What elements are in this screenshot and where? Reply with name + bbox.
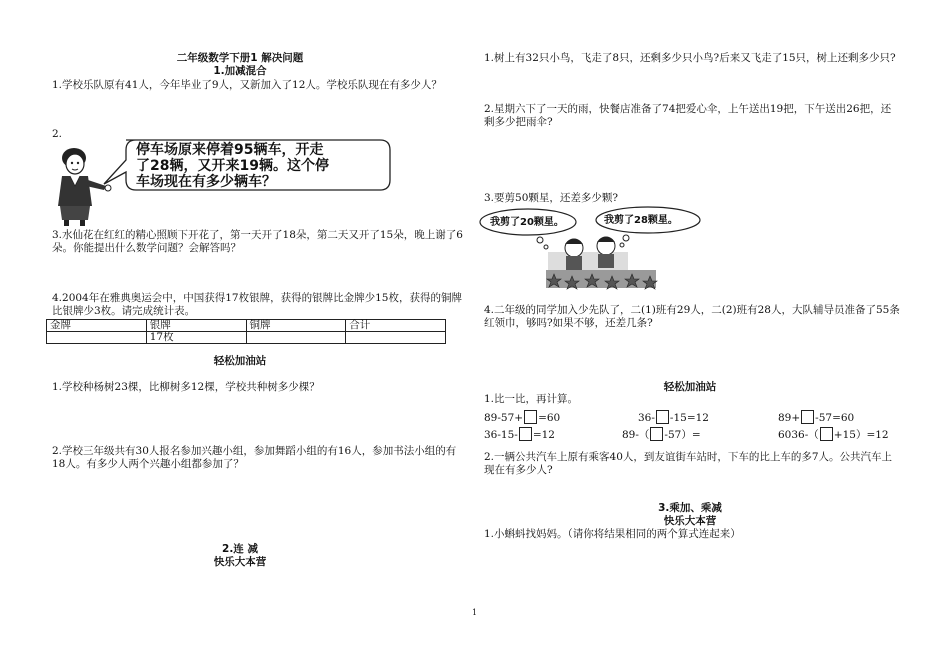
right-question-2: 2.星期六下了一天的雨，快餐店准备了74把爱心伞，上午送出19把，下午送出26把，还剩多少把雨伞? (484, 103, 892, 128)
right-question-3: 3.要剪50颗星，还差多少颗? (484, 192, 619, 204)
answer-box[interactable] (524, 410, 537, 424)
left-station-question-2: 2.学校三年级共有30人报名参加兴趣小组，参加舞蹈小组的有16人，参加书法小组的有18人。有多少人两个兴趣小组都参加了？ (52, 445, 457, 470)
answer-box[interactable] (801, 410, 814, 424)
table-cell-total[interactable] (346, 332, 446, 344)
left-station-question-1: 1.学校种杨树23棵，比柳树多12棵，学校共种树多少棵？ (52, 381, 320, 393)
table-header-silver: 银牌 (146, 320, 246, 332)
medal-stats-table (46, 319, 446, 344)
section-heading-subtraction: 2.连 减 (222, 543, 258, 555)
left-question-3: 3.水仙花在红红的精心照顾下开花了，第一天开了18朵，第二天又开了15朵，晚上谢了6朵。你能提出什么数学问题？会解答吗？ (52, 229, 463, 254)
right-question-1: 1.树上有32只小鸟，飞走了8只，还剩多少只小鸟?后来又飞走了15只，树上还剩多少只? (484, 52, 896, 64)
table-cell-bronze[interactable] (246, 332, 346, 344)
table-header-total: 合计 (346, 320, 446, 332)
table-cell-gold[interactable] (47, 332, 147, 344)
calc-instruction: 1.比一比，再计算。 (484, 393, 579, 405)
answer-box[interactable] (656, 410, 669, 424)
thought-bubble-text-2: 我剪了28颗星。 (604, 215, 678, 226)
page-number: 1 (472, 608, 478, 617)
parking-bubble-line-2: 了28辆，又开来19辆。这个停 (136, 158, 329, 174)
equation-b2: 89-（ -57）= (622, 429, 701, 441)
worksheet-title: 二年级数学下册1 解决问题 (176, 52, 304, 64)
parking-bubble-line-3: 车场现在有多少辆车？ (136, 174, 276, 190)
equation-a3: 89+ -57=60 (778, 412, 855, 424)
left-question-1: 1.学校乐队原有41人，今年毕业了9人，又新加入了12人。学校乐队现在有多少人？ (52, 79, 442, 91)
equation-a1: 89-57+ =60 (484, 412, 561, 424)
left-question-4: 4.2004年在雅典奥运会中，中国获得17枚银牌，获得的银牌比金牌少15枚，获得的铜牌比银牌少3枚。请完成统计表。 (52, 292, 462, 317)
section-heading-muladd: 3.乘加、乘减 (658, 502, 722, 514)
answer-box[interactable] (650, 427, 663, 441)
teacher-face (66, 154, 84, 174)
bus-question: 2.一辆公共汽车上原有乘客40人，到友谊街车站时，下车的比上车的多7人。公共汽车上现在有多少人? (484, 451, 893, 476)
left-camp-heading: 快乐大本营 (213, 556, 267, 568)
left-question-2-number: 2. (52, 128, 63, 140)
right-camp-heading: 快乐大本营 (663, 515, 717, 527)
answer-box[interactable] (519, 427, 532, 441)
thought-bubble-text-1: 我剪了20颗星。 (490, 217, 564, 228)
equation-b3: 6036-（ +15）=12 (778, 429, 889, 441)
equation-b1: 36-15- =12 (484, 429, 555, 441)
table-header-gold: 金牌 (47, 320, 147, 332)
star-pile (546, 270, 656, 288)
right-question-4: 4.二年级的同学加入少先队了，二(1)班有29人，二(2)班有28人，大队辅导员准备了55条红领巾，够吗?如果不够，还差几条? (484, 304, 900, 329)
equation-a2: 36- -15=12 (638, 412, 709, 424)
section-heading-addsub: 1.加减混合 (213, 65, 267, 77)
parking-bubble-line-1: 停车场原来停着95辆车，开走 (136, 142, 324, 158)
right-station-heading: 轻松加油站 (663, 381, 717, 393)
table-row (47, 332, 446, 344)
left-station-heading: 轻松加油站 (213, 355, 267, 367)
table-header-bronze: 铜牌 (246, 320, 346, 332)
tadpole-question: 1.小蝌蚪找妈妈。（请你将结果相同的两个算式连起来） (484, 528, 741, 540)
table-cell-silver: 17枚 (146, 332, 246, 344)
table-header-row (47, 320, 446, 332)
answer-box[interactable] (820, 427, 833, 441)
